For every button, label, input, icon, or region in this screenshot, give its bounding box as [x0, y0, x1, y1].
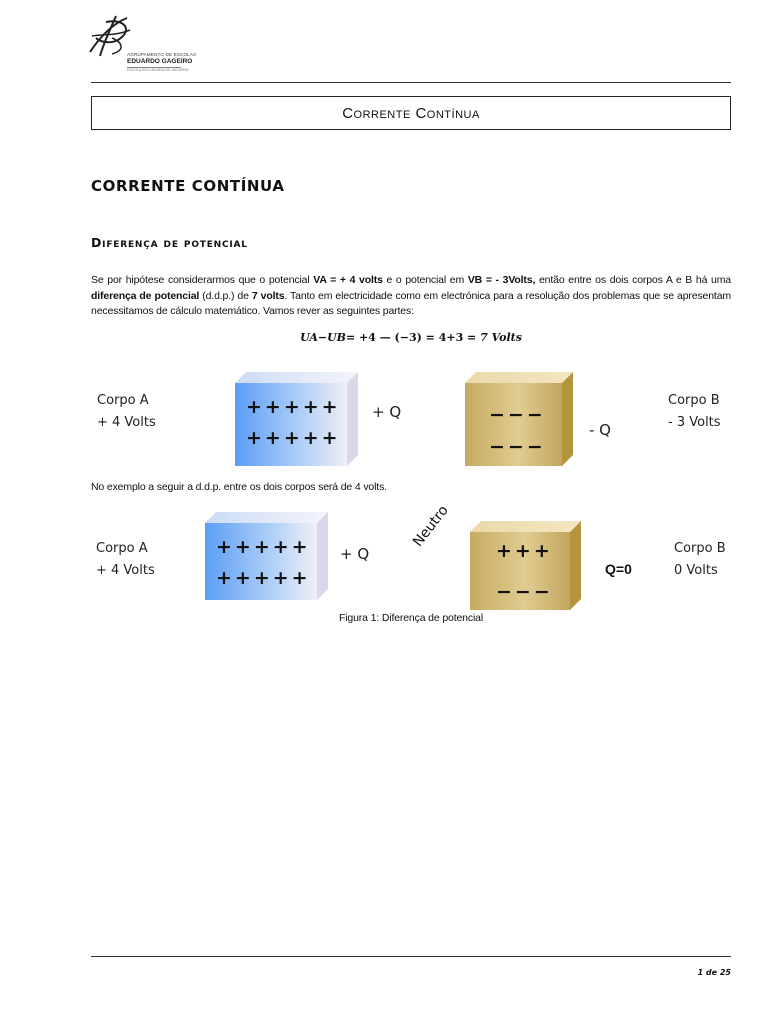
figure1-corpo-a-label: [97, 390, 156, 434]
equation-body: = +4 — (−3) = 4+3 =: [345, 331, 481, 344]
figure1-corpo-b-label: [668, 390, 721, 434]
box-side: [570, 521, 581, 610]
box-side: [317, 512, 328, 600]
para-text-1: Se por hipótese considerarmos que o potencial: [91, 274, 314, 286]
figure2-box-b-row2: −−−: [496, 581, 553, 603]
figure2-box-a-row1: +++++: [216, 536, 311, 558]
para-va: VA = + 4 volts: [313, 274, 383, 286]
figure1-corpo-a-voltage: + 4 Volts: [97, 415, 156, 430]
para-text-3: então entre os dois corpos A e B há uma: [535, 274, 731, 286]
equation-result: 7 Volts: [480, 331, 522, 344]
figure2-box-b: [470, 521, 581, 610]
figure1-box-b: [465, 372, 573, 466]
figure1-corpo-a-name: Corpo A: [97, 393, 149, 408]
figure1-corpo-b-name: Corpo B: [668, 393, 720, 408]
logo-line-1: AGRUPAMENTO DE ESCOLAS: [127, 52, 197, 57]
figure2-corpo-a-label: [96, 538, 155, 582]
intro-paragraph: [91, 273, 731, 320]
page-number: 1 de 25: [697, 968, 731, 977]
subsection-heading: Diferença de potencial: [91, 235, 248, 250]
document-title-box: [91, 96, 731, 130]
figure2-neutral-label: Neutro: [410, 502, 452, 550]
figure2-corpo-b-label: [674, 538, 726, 582]
box-top: [465, 372, 573, 383]
equation-lhs: UA−UB: [300, 331, 346, 344]
para-7volts: 7 volts: [251, 289, 285, 302]
logo-line-3: ESCOLA SECUNDÁRIA DE SACAVÉM: [127, 68, 189, 72]
figure1-box-b-row2: −−−: [489, 436, 546, 458]
footer-rule: [91, 956, 731, 957]
box-top: [205, 512, 328, 523]
example-text: No exemplo a seguir a d.d.p. entre os dois corpos será de 4 volts.: [91, 481, 387, 493]
figure2-corpo-b-voltage: 0 Volts: [674, 563, 718, 578]
figure2-box-b-row1: +++: [496, 540, 553, 562]
box-top: [235, 372, 358, 383]
figure2-corpo-b-name: Corpo B: [674, 541, 726, 556]
school-logo: [82, 12, 197, 74]
figure2-corpo-a-name: Corpo A: [96, 541, 148, 556]
equation: [91, 331, 731, 344]
figure2-box-a: [205, 512, 328, 600]
figure-caption: Figura 1: Diferença de potencial: [338, 612, 484, 624]
logo-line-2: EDUARDO GAGEIRO: [127, 58, 193, 65]
figure1-box-a-row1: +++++: [246, 396, 341, 418]
figure1-charge-b: - Q: [589, 421, 611, 439]
para-text-2: e o potencial em: [382, 274, 468, 286]
figure2-box-a-row2: +++++: [216, 567, 311, 589]
para-ddp: diferença de potencial: [91, 289, 200, 302]
document-title: Corrente Contínua: [342, 104, 480, 122]
figure2-charge-b: Q=0: [605, 561, 632, 577]
figure2-charge-a: + Q: [340, 545, 370, 563]
para-text-5: . Tanto em electricidade como em electrónica para a resolução dos problemas que se apresentam necessitamos de cálculo matemático. Vamos rever as seguintes partes:: [91, 289, 731, 317]
figure1-charge-a: + Q: [372, 403, 402, 421]
figure1-box-a: [235, 372, 358, 466]
figure1-corpo-b-voltage: - 3 Volts: [668, 415, 721, 430]
para-text-4: (d.d.p.) de: [199, 289, 252, 302]
section-heading: CORRENTE CONTÍNUA: [91, 177, 285, 195]
figure2-corpo-a-voltage: + 4 Volts: [96, 563, 155, 578]
box-side: [347, 372, 358, 466]
figure1-box-b-row1: −−−: [489, 404, 546, 426]
header-rule: [91, 82, 731, 83]
figure1-box-a-row2: +++++: [246, 427, 341, 449]
box-top: [470, 521, 581, 532]
para-vb: VB = - 3Volts,: [467, 274, 536, 286]
box-side: [562, 372, 573, 466]
